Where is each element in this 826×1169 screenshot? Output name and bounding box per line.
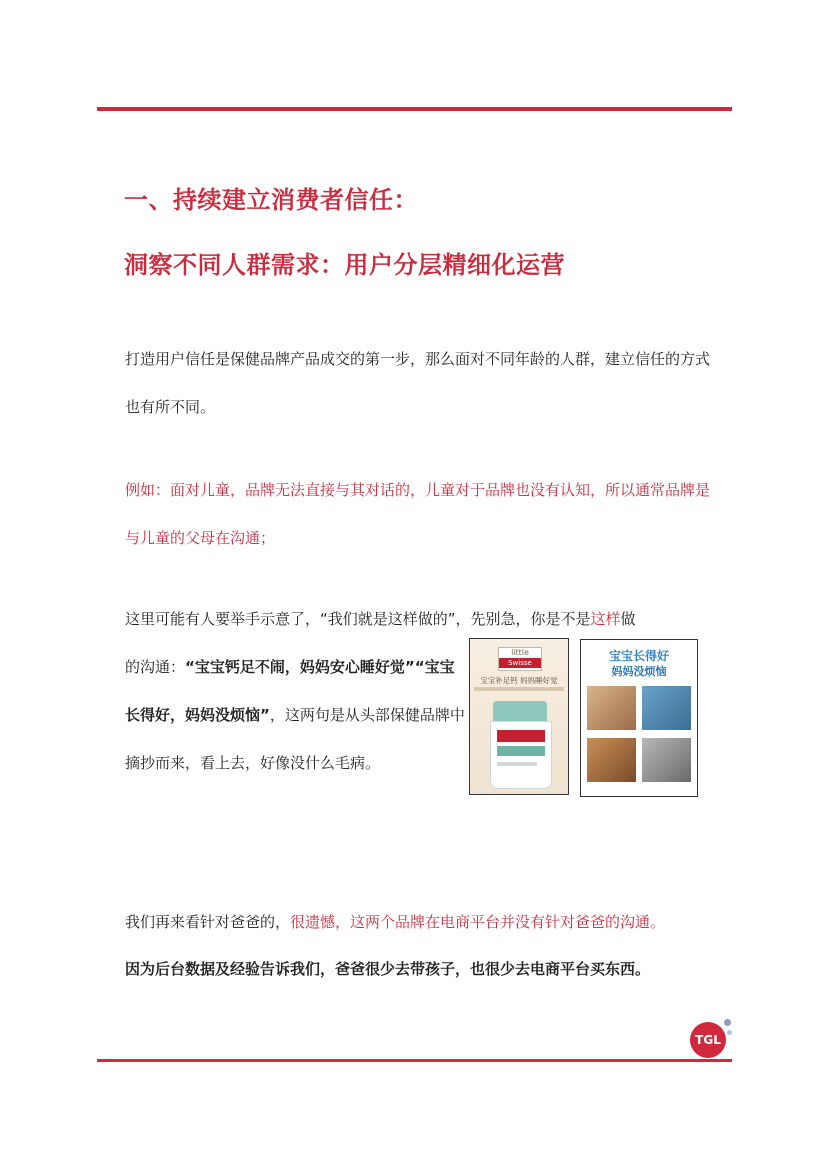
growth-title: 宝宝长得好 妈妈没烦恼	[608, 649, 669, 678]
slogan-quote-2: “宝宝长得好，妈妈没烦恼”	[125, 658, 455, 724]
brand-logo: little Swisse	[498, 647, 542, 671]
jar-lid	[493, 701, 547, 721]
quote-block: 的沟通：“宝宝钙足不闹，妈妈安心睡好觉”“宝宝长得好，妈妈没烦恼”，这两句是从头部保健品牌中摘抄而来，看上去，好像没什么毛病。	[125, 658, 465, 772]
question-line: 这里可能有人要举手示意了，“我们就是这样做的”，先别急，你是不是这样做	[125, 610, 636, 628]
photo-grid	[587, 686, 691, 790]
photo-cell	[642, 686, 691, 730]
section-subheading: 洞察不同人群需求：用户分层精细化运营	[124, 251, 565, 279]
slogan-quote-1: “宝宝钙足不闹，妈妈安心睡好觉”	[185, 658, 415, 676]
tgl-logo: TGL	[690, 1022, 726, 1058]
father-paragraph: 我们再来看针对爸爸的，很遗憾，这两个品牌在电商平台并没有针对爸爸的沟通。	[125, 913, 666, 931]
example-paragraph: 例如：面对儿童，品牌无法直接与其对话的，儿童对于品牌也没有认知，所以通常品牌是与儿童的父母在沟通；	[125, 481, 711, 547]
logo-dot-icon	[724, 1019, 731, 1026]
logo-dot-icon	[727, 1030, 732, 1035]
conclusion-paragraph: 因为后台数据及经验告诉我们，爸爸很少去带孩子，也很少去电商平台买东西。	[125, 960, 651, 978]
top-rule	[97, 107, 732, 111]
highlight-text: 这样	[590, 610, 621, 628]
photo-cell	[587, 686, 636, 730]
intro-paragraph: 打造用户信任是保健品牌产品成交的第一步，那么面对不同年龄的人群，建立信任的方式也有所不同。	[125, 350, 711, 416]
photo-cell	[587, 738, 636, 782]
product-caption: 宝宝补足钙 妈妈睡好觉	[480, 676, 558, 685]
product-image-calcium	[469, 638, 569, 795]
bottom-rule	[97, 1059, 732, 1062]
highlight-text: 很遗憾，这两个品牌在电商平台并没有针对爸爸的沟通。	[290, 913, 666, 931]
product-jar	[490, 721, 552, 789]
section-heading: 一、持续建立消费者信任：	[124, 186, 418, 214]
product-image-growth	[580, 639, 698, 797]
photo-cell	[642, 738, 691, 782]
